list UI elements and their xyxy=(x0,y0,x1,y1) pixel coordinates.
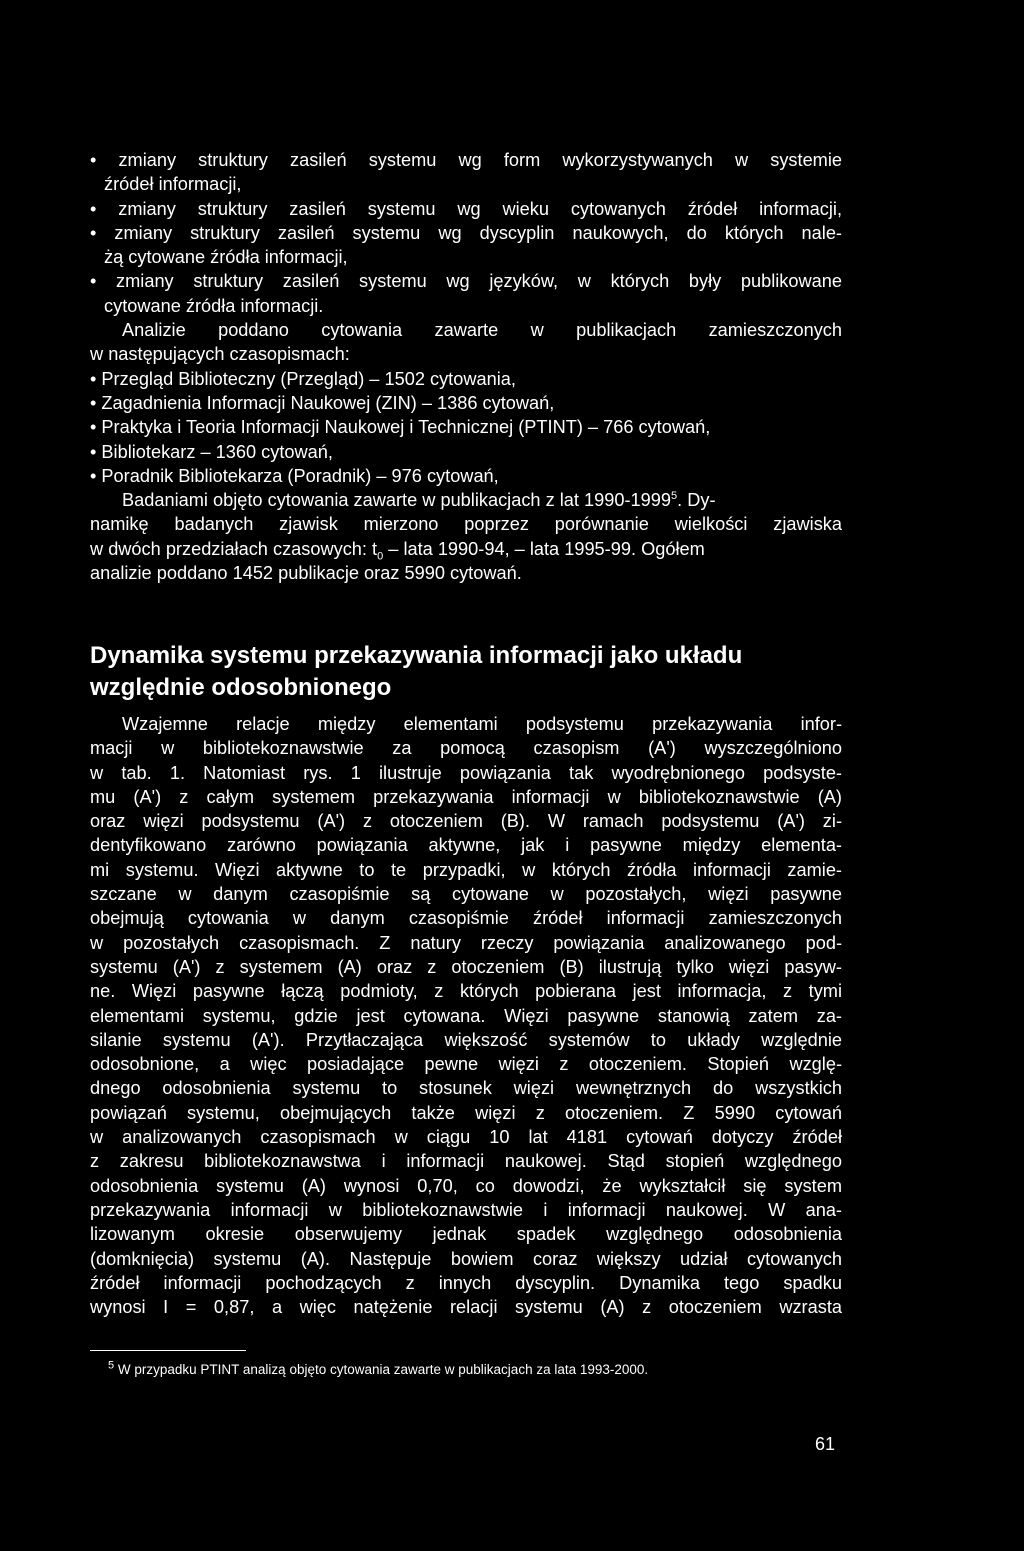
paragraph-line: lizowanym okresie obserwujemy jednak spadek względnego odosobnienia xyxy=(90,1224,842,1245)
scope-line-1-tail: . Dy- xyxy=(677,490,716,511)
paragraph-line: w analizowanych czasopismach w ciągu 10 lat 4181 cytowań dotyczy źródeł xyxy=(90,1127,842,1148)
paragraph-line: silanie systemu (A'). Przytłaczająca większość systemów to układy względnie xyxy=(90,1029,842,1050)
footnote-text: W przypadku PTINT analizą objęto cytowania zawarte w publikacjach za lata 1993-2000. xyxy=(114,1362,649,1377)
scope-line-3b: – lata 1990-94, – lata 1995-99. Ogółem xyxy=(383,538,705,559)
paragraph-line: w pozostałych czasopismach. Z natury rzeczy powiązania analizowanego pod- xyxy=(90,932,842,953)
section-heading xyxy=(90,640,850,704)
footnote-mark: 5 xyxy=(108,1359,115,1372)
list-item: żą cytowane źródła informacji, xyxy=(104,247,348,268)
paragraph-line: elementami systemu, gdzie jest cytowana. Więzi pasywne stanowią zatem za- xyxy=(90,1005,842,1026)
paragraph-line xyxy=(90,488,842,512)
paragraph-line: z zakresu bibliotekoznawstwa i informacji naukowej. Stąd stopień względnego xyxy=(90,1151,842,1172)
paragraph-line: szczane w danym czasopiśmie są cytowane w pozostałych, więzi pasywne xyxy=(90,884,842,905)
footnote-divider xyxy=(90,1350,246,1351)
paragraph-line: oraz więzi podsystemu (A') z otoczeniem (B). W ramach podsystemu (A') zi- xyxy=(90,811,842,832)
list-item: • zmiany struktury zasileń systemu wg języków, w których były publikowane xyxy=(90,271,842,292)
paragraph-line: odosobnienia systemu (A) wynosi 0,70, co dowodzi, że wykształcił się system xyxy=(90,1175,842,1196)
body-text-top xyxy=(90,148,842,585)
list-item: cytowane źródła informacji. xyxy=(104,295,324,316)
page-number: 61 xyxy=(815,1434,836,1454)
paragraph-line: obejmują cytowania w danym czasopiśmie źródeł informacji zamieszczonych xyxy=(90,908,842,929)
paragraph-line: w następujących czasopismach: xyxy=(90,344,350,365)
scope-line-1: Badaniami objęto cytowania zawarte w publikacjach z lat 1990-1999 xyxy=(122,490,671,511)
list-item: • zmiany struktury zasileń systemu wg form wykorzystywanych w systemie xyxy=(90,150,842,170)
paragraph-line: namikę badanych zjawisk mierzono poprzez porównanie wielkości zjawiska xyxy=(90,514,842,535)
paragraph-line: Analizie poddano cytowania zawarte w publikacjach zamieszczonych xyxy=(122,320,842,341)
paragraph-line: dnego odosobnienia systemu to stosunek więzi wewnętrznych do wszystkich xyxy=(90,1078,842,1099)
paragraph-line: Wzajemne relacje między elementami podsystemu przekazywania infor- xyxy=(122,714,842,734)
paragraph-line: mu (A') z całym systemem przekazywania informacji w bibliotekoznawstwie (A) xyxy=(90,786,842,807)
heading-line: Dynamika systemu przekazywania informacji jako układu xyxy=(90,642,743,669)
paragraph-line: mi systemu. Więzi aktywne to te przypadki, w których źródła informacji zamie- xyxy=(90,859,842,880)
paragraph-line: ne. Więzi pasywne łączą podmioty, z których pobierana jest informacja, z tymi xyxy=(90,981,842,1002)
paragraph-line xyxy=(90,537,842,561)
list-item: • Praktyka i Teoria Informacji Naukowej i Technicznej (PTINT) – 766 cytowań, xyxy=(90,417,711,438)
list-item: • Bibliotekarz – 1360 cytowań, xyxy=(90,441,333,462)
footnote-reference: 5 xyxy=(670,490,678,503)
paragraph-line: (domknięcia) systemu (A). Następuje bowiem coraz większy udział cytowanych xyxy=(90,1248,842,1269)
paragraph-line: dentyfikowano zarówno powiązania aktywne, jak i pasywne między elementa- xyxy=(90,835,842,856)
paragraph-line: powiązań systemu, obejmujących także więzi z otoczeniem. Z 5990 cytowań xyxy=(90,1102,842,1123)
body-text-main xyxy=(90,712,842,1319)
scope-line-3a: w dwóch przedziałach czasowych: t xyxy=(90,538,378,559)
paragraph-line: macji w bibliotekoznawstwie za pomocą czasopism (A') wyszczególniono xyxy=(90,738,842,759)
list-item: • Przegląd Biblioteczny (Przegląd) – 1502 cytowania, xyxy=(90,368,516,389)
heading-line: względnie odosobnionego xyxy=(90,674,392,701)
list-item: źródeł informacji, xyxy=(104,174,242,195)
list-item: • zmiany struktury zasileń systemu wg dyscyplin naukowych, do których nale- xyxy=(90,222,842,243)
paragraph-line: analizie poddano 1452 publikacje oraz 5990 cytowań. xyxy=(90,563,522,584)
paragraph-line: systemu (A') z systemem (A) oraz z otoczeniem (B) ilustrują tylko więzi pasyw- xyxy=(90,956,842,977)
paragraph-line: wynosi I = 0,87, a więc natężenie relacji systemu (A) z otoczeniem wzrasta xyxy=(90,1297,842,1318)
paragraph-line: źródeł informacji pochodzących z innych dyscyplin. Dynamika tego spadku xyxy=(90,1272,842,1293)
footnote xyxy=(108,1361,648,1379)
list-item: • zmiany struktury zasileń systemu wg wieku cytowanych źródeł informacji, xyxy=(90,198,842,219)
paragraph-line: w tab. 1. Natomiast rys. 1 ilustruje powiązania tak wyodrębnionego podsyste- xyxy=(90,762,842,783)
subscript: 0 xyxy=(377,550,384,563)
paragraph-line: przekazywania informacji w bibliotekoznawstwie i informacji naukowej. W ana- xyxy=(90,1199,842,1220)
paragraph-line: odosobnione, a więc posiadające pewne więzi z otoczeniem. Stopień wzglę- xyxy=(90,1054,842,1075)
list-item: • Poradnik Bibliotekarza (Poradnik) – 976 cytowań, xyxy=(90,465,499,486)
list-item: • Zagadnienia Informacji Naukowej (ZIN) – 1386 cytowań, xyxy=(90,392,555,413)
